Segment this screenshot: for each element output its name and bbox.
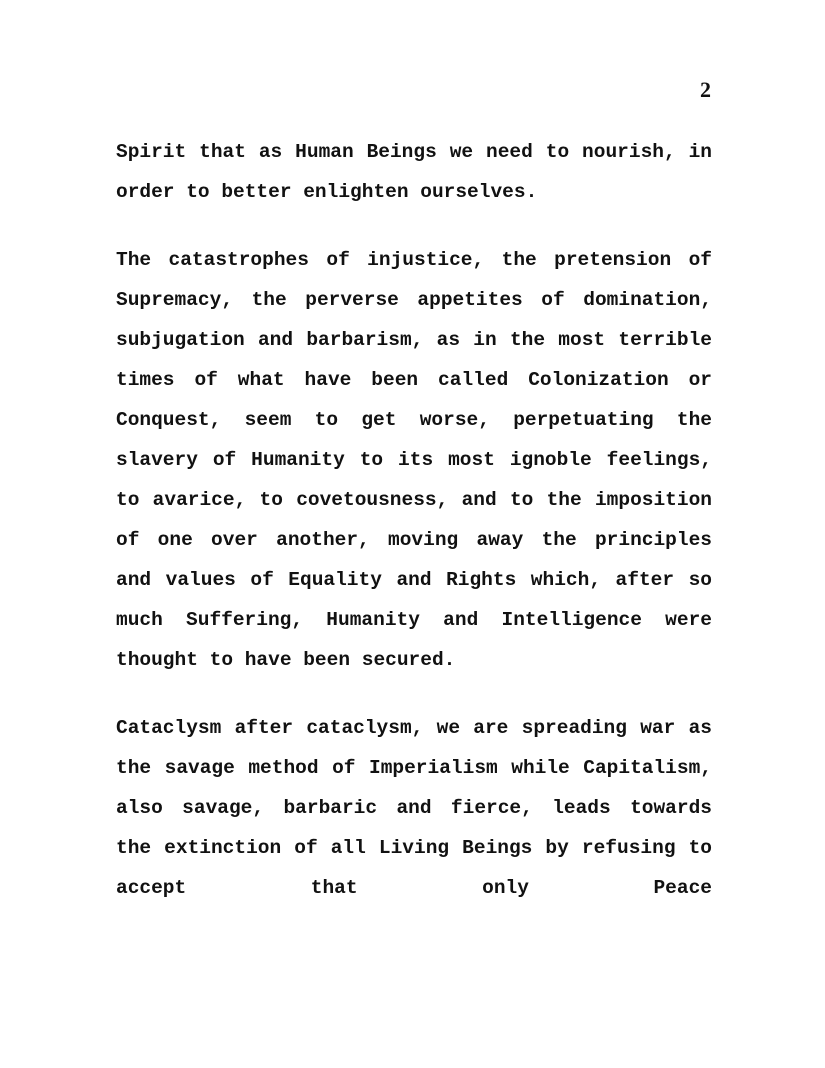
paragraph-3: Cataclysm after cataclysm, we are spreading war as the savage method of Imperialism while Capitalism, also savage, barbaric and fierce, leads towards the extinction of all Living Beings by refusing to accept that only Peace (116, 717, 712, 899)
paragraph-2: The catastrophes of injustice, the pretension of Supremacy, the perverse appetites of domination, subjugation and barbarism, as in the most terrible times of what have been called Colonization or Conquest, seem to get worse, perpetuating the slavery of Humanity to its most ignoble feelings, to avarice, to covetousness, and to the imposition of one over another, moving away the principles and values of Equality and Rights which, after so much Suffering, Humanity and Intelligence were thought to have been secured. (116, 249, 712, 671)
document-body (116, 132, 712, 936)
page-number: 2 (700, 77, 711, 102)
paragraph-1: Spirit that as Human Beings we need to nourish, in order to better enlighten ourselves. (116, 141, 712, 203)
